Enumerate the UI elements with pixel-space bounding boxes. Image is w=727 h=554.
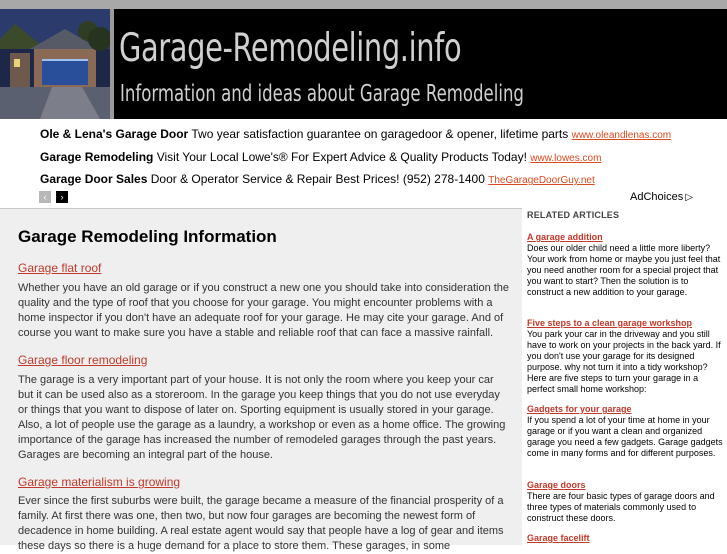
ad-url[interactable]: www.oleandlenas.com — [571, 130, 672, 141]
article-link-garage-flat-roof[interactable]: Garage flat roof — [18, 261, 102, 275]
sidebar-heading: RELATED ARTICLES — [527, 210, 620, 220]
ad-item[interactable] — [40, 127, 671, 141]
related-summary: You park your car in the driveway and you still have to work on your projects in the back yard. If you don't use your garage for its designed purpose. why not turn it into a tidy workshop? Here are five steps to turn your garage in a perfect small home workshop: — [527, 329, 721, 394]
related-link-garage-doors[interactable]: Garage doors — [527, 480, 586, 490]
ad-url[interactable]: TheGarageDoorGuy.net — [488, 175, 595, 186]
garage-photo — [0, 9, 110, 119]
related-link-clean-garage-workshop[interactable]: Five steps to a clean garage workshop — [527, 318, 693, 328]
ad-url[interactable]: www.lowes.com — [530, 153, 602, 164]
main-content — [0, 208, 522, 552]
related-link-garage-facelift[interactable]: Garage facelift — [527, 533, 590, 543]
related-link-gadgets[interactable]: Gadgets for your garage — [527, 404, 632, 414]
ad-prev-button[interactable]: ‹ — [39, 191, 51, 203]
article-link-garage-floor-remodeling[interactable]: Garage floor remodeling — [18, 353, 148, 367]
article-summary: The garage is a very important part of your house. It is not only the room where you keep your car but it can be used also as a storeroom. In the garage you keep things that you do not use everyday or things that you want to dispose of later on. Sporting equipment is usually stored in your garage. Also, a lot of people use the garage as a laundry, a workshop or even as a home office. The growing importance of the garage has increased the number of remodeled garages through the past years. Garages are becoming an integral part of the house. — [18, 374, 506, 461]
ad-text: Two year satisfaction guarantee on garagedoor & opener, lifetime parts — [191, 127, 569, 141]
related-link-garage-addition[interactable]: A garage addition — [527, 232, 603, 242]
ad-item[interactable] — [40, 150, 601, 164]
related-summary: There are four basic types of garage doors and three types of materials commonly used to construct these doors. — [527, 491, 715, 523]
ad-item[interactable] — [40, 172, 595, 186]
site-title[interactable]: Garage-Remodeling.info — [119, 26, 462, 71]
site-header — [0, 9, 727, 119]
adchoices-label: AdChoices — [630, 191, 684, 203]
adchoices-link[interactable] — [630, 191, 693, 203]
article-summary: Ever since the first suburbs were built, the garage became a measure of the financial prosperity of a family. At first there was one, then two, but now four garages are becoming the newest form of decadence in home building. A real estate agent would say that people have a log of gear and items these days so there is a huge demand for a place to store them. These garages, in some — [18, 495, 504, 552]
ad-title[interactable]: Garage Door Sales — [40, 172, 148, 186]
top-gray-bar — [0, 0, 727, 9]
ad-block — [0, 119, 727, 205]
page-title: Garage Remodeling Information — [18, 227, 277, 246]
article-link-garage-materialism[interactable]: Garage materialism is growing — [18, 475, 181, 489]
ad-title[interactable]: Ole & Lena's Garage Door — [40, 127, 189, 141]
adchoices-icon: ▷ — [685, 192, 693, 203]
related-summary: Does our older child need a little more liberty? Your work from home or maybe you just feel that you need another room for a special project that you want to start? Then the solution is to construct a new addition to your garage. — [527, 243, 721, 297]
site-tagline: Information and ideas about Garage Remodeling — [120, 81, 524, 107]
article-summary: Whether you have an old garage or if you construct a new one you should take into consideration the quality and the type of roof that you choose for your garage. You might encounter problems with a home inspector if you don't have an adequate roof for your garage. He may cite your garage. And of course you want to make sure you have a stable and reliable roof that can face a massive rainfall. — [18, 282, 510, 339]
ad-next-button[interactable]: › — [56, 191, 68, 203]
ad-title[interactable]: Garage Remodeling — [40, 150, 154, 164]
ad-text: Door & Operator Service & Repair Best Prices! (952) 278-1400 — [150, 172, 485, 186]
header-separator — [110, 9, 114, 119]
related-articles-sidebar — [522, 208, 727, 545]
related-summary: If you spend a lot of your time at home in your garage or if you want a clean and organized garage you need a few gadgets. Garage gadgets come in many forms and for different purposes. — [527, 415, 723, 458]
ad-text: Visit Your Local Lowe's® For Expert Advice & Quality Products Today! — [156, 150, 527, 164]
